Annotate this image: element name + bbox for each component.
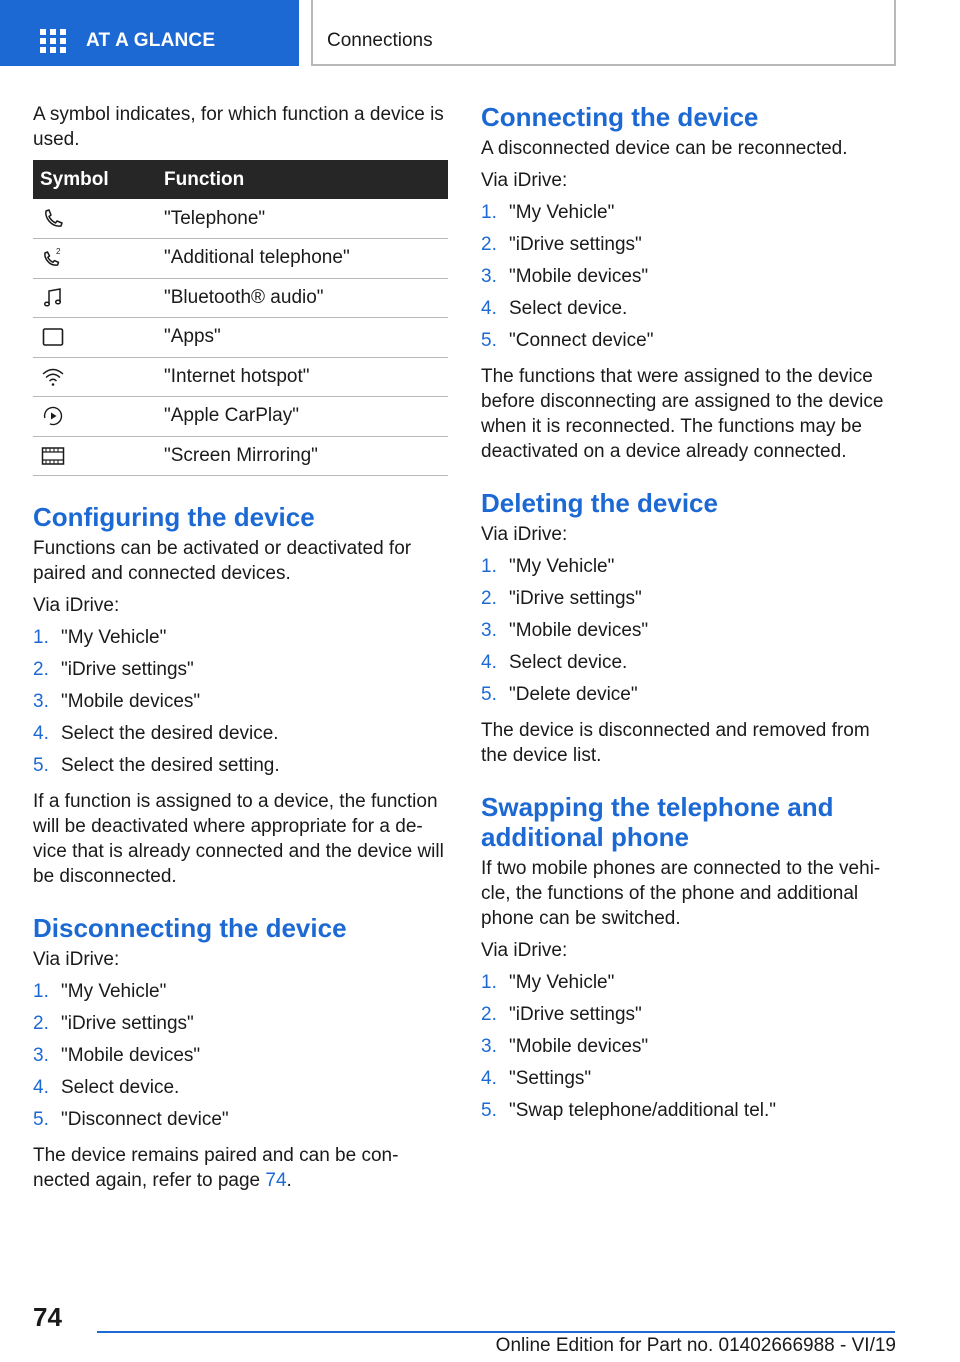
- list-item: [33, 1043, 449, 1075]
- step-text: "Settings": [509, 1068, 592, 1089]
- configuring-note: If a function is assigned to a device, the function will be deactivated where appropriate for a device that is already connected and the device will be disconnected.: [33, 791, 444, 887]
- play-icon: [41, 404, 65, 428]
- step-number: 5.: [33, 1109, 49, 1130]
- step-number: 5.: [481, 1100, 497, 1121]
- svg-text:2: 2: [56, 247, 61, 257]
- step-text: "My Vehicle": [509, 556, 615, 577]
- deleting-via: Via iDrive:: [481, 524, 568, 545]
- page-number: 74: [33, 1302, 62, 1332]
- function-label: "Internet hotspot": [164, 357, 448, 397]
- function-label: "Telephone": [164, 199, 448, 239]
- table-row: [33, 278, 448, 318]
- screen-mirroring-icon: [41, 444, 65, 468]
- step-text: Select the desired setting.: [61, 755, 280, 776]
- step-number: 2.: [481, 588, 497, 609]
- step-text: "Mobile devices": [61, 691, 201, 712]
- list-item: [481, 200, 897, 232]
- table-row: [33, 397, 448, 437]
- step-number: 3.: [481, 1036, 497, 1057]
- step-text: "Mobile devices": [509, 1036, 649, 1057]
- deleting-note: The device is disconnected and removed from the device list.: [481, 720, 870, 766]
- list-item: [481, 232, 897, 264]
- disconnecting-note: [33, 1143, 449, 1193]
- configuring-intro: Functions can be activated or deactivated for paired and connected devices.: [33, 538, 412, 584]
- function-label: "Apps": [164, 318, 448, 358]
- column-header-function: Function: [164, 160, 448, 199]
- function-label: "Bluetooth® audio": [164, 278, 448, 318]
- connecting-heading: Connecting the device: [481, 102, 759, 132]
- section-tab[interactable]: [0, 0, 299, 66]
- list-item: [481, 682, 897, 714]
- step-text: "Connect device": [509, 330, 654, 351]
- column-header-symbol: Symbol: [33, 160, 164, 199]
- function-label: "Screen Mirroring": [164, 436, 448, 476]
- swapping-steps: [481, 970, 897, 1130]
- step-number: 1.: [481, 556, 497, 577]
- step-number: 1.: [33, 981, 49, 1002]
- deleting-heading: Deleting the device: [481, 488, 718, 518]
- disconnecting-steps: [33, 979, 449, 1139]
- list-item: [33, 721, 449, 753]
- step-number: 4.: [481, 1068, 497, 1089]
- step-number: 5.: [481, 684, 497, 705]
- list-item: [481, 1098, 897, 1130]
- table-header-row: [33, 160, 448, 199]
- step-number: 2.: [33, 1013, 49, 1034]
- page-header: [0, 0, 960, 66]
- function-label: "Apple CarPlay": [164, 397, 448, 437]
- additional-telephone-icon: [41, 246, 65, 270]
- swapping-intro: If two mobile phones are connected to the vehicle, the functions of the phone and additional phone can be switched.: [481, 858, 881, 929]
- step-number: 1.: [481, 202, 497, 223]
- step-number: 3.: [481, 266, 497, 287]
- step-text: "Delete device": [509, 684, 638, 705]
- swapping-via: Via iDrive:: [481, 940, 568, 961]
- table-row: [33, 318, 448, 358]
- list-item: [33, 689, 449, 721]
- list-item: [481, 618, 897, 650]
- list-item: [33, 625, 449, 657]
- step-number: 2.: [33, 659, 49, 680]
- step-text: "Mobile devices": [61, 1045, 201, 1066]
- chapter-header: [311, 0, 896, 66]
- connecting-intro: A disconnected device can be reconnected.: [481, 138, 848, 159]
- step-number: 3.: [33, 691, 49, 712]
- step-text: "Mobile devices": [509, 620, 649, 641]
- step-number: 1.: [481, 972, 497, 993]
- step-text: Select device.: [509, 652, 628, 673]
- telephone-icon: [41, 207, 65, 231]
- step-text: "iDrive settings": [61, 659, 194, 680]
- list-item: [481, 650, 897, 682]
- configuring-via: Via iDrive:: [33, 595, 120, 616]
- symbol-table: [33, 160, 448, 476]
- list-item: [481, 970, 897, 1002]
- connecting-note: The functions that were assigned to the device before disconnecting are assigned to the device when it is reconnected. The functions may be deactivated on a device already connected.: [481, 366, 884, 462]
- list-item: [33, 753, 449, 785]
- section-tab-label: AT A GLANCE: [86, 30, 216, 51]
- music-note-icon: [41, 286, 65, 310]
- step-text: "My Vehicle": [509, 972, 615, 993]
- list-item: [481, 264, 897, 296]
- step-text: "My Vehicle": [509, 202, 615, 223]
- disconnecting-heading: Disconnecting the device: [33, 913, 347, 943]
- connecting-via: Via iDrive:: [481, 170, 568, 191]
- grid-menu-icon: [40, 29, 66, 53]
- step-text: Select device.: [509, 298, 628, 319]
- list-item: [481, 1066, 897, 1098]
- step-text: "Mobile devices": [509, 266, 649, 287]
- left-column: [33, 102, 449, 1200]
- step-text: Select device.: [61, 1077, 180, 1098]
- page-link[interactable]: 74: [265, 1170, 287, 1191]
- table-row: [33, 239, 448, 279]
- step-number: 4.: [33, 1077, 49, 1098]
- configuring-heading: Configuring the device: [33, 502, 315, 532]
- list-item: [33, 1107, 449, 1139]
- step-number: 4.: [481, 298, 497, 319]
- step-number: 5.: [481, 330, 497, 351]
- function-label: "Additional telephone": [164, 239, 448, 279]
- list-item: [33, 1075, 449, 1107]
- connecting-steps: [481, 200, 897, 360]
- step-number: 2.: [481, 234, 497, 255]
- step-number: 5.: [33, 755, 49, 776]
- list-item: [33, 657, 449, 689]
- list-item: [33, 1011, 449, 1043]
- step-text: "Swap telephone/additional tel.": [509, 1100, 777, 1121]
- apps-icon: [41, 325, 65, 349]
- wifi-icon: [41, 365, 65, 389]
- swapping-heading: Swapping the telephone and additional phone: [481, 792, 834, 852]
- note-period: .: [286, 1170, 292, 1191]
- list-item: [481, 554, 897, 586]
- step-number: 2.: [481, 1004, 497, 1025]
- table-row: [33, 199, 448, 239]
- step-text: "My Vehicle": [61, 627, 167, 648]
- list-item: [33, 979, 449, 1011]
- right-column: [481, 102, 897, 1134]
- step-number: 3.: [33, 1045, 49, 1066]
- step-text: "iDrive settings": [509, 1004, 642, 1025]
- step-number: 4.: [481, 652, 497, 673]
- step-text: "My Vehicle": [61, 981, 167, 1002]
- step-text: "iDrive settings": [61, 1013, 194, 1034]
- table-row: [33, 436, 448, 476]
- configuring-steps: [33, 625, 449, 785]
- disconnecting-via: Via iDrive:: [33, 949, 120, 970]
- list-item: [481, 586, 897, 618]
- step-text: Select the desired device.: [61, 723, 279, 744]
- step-text: "iDrive settings": [509, 588, 642, 609]
- list-item: [481, 296, 897, 328]
- footer-edition: Online Edition for Part no. 01402666988 - VI/19: [495, 1335, 896, 1356]
- symbol-intro: A symbol indicates, for which function a device is used.: [33, 104, 444, 150]
- table-row: [33, 357, 448, 397]
- step-number: 1.: [33, 627, 49, 648]
- note-text: The device remains paired and can be connected again, refer to page: [33, 1145, 399, 1191]
- deleting-steps: [481, 554, 897, 714]
- list-item: [481, 1002, 897, 1034]
- step-number: 3.: [481, 620, 497, 641]
- list-item: [481, 1034, 897, 1066]
- list-item: [481, 328, 897, 360]
- chapter-title: Connections: [327, 30, 433, 51]
- step-text: "iDrive settings": [509, 234, 642, 255]
- step-number: 4.: [33, 723, 49, 744]
- step-text: "Disconnect device": [61, 1109, 229, 1130]
